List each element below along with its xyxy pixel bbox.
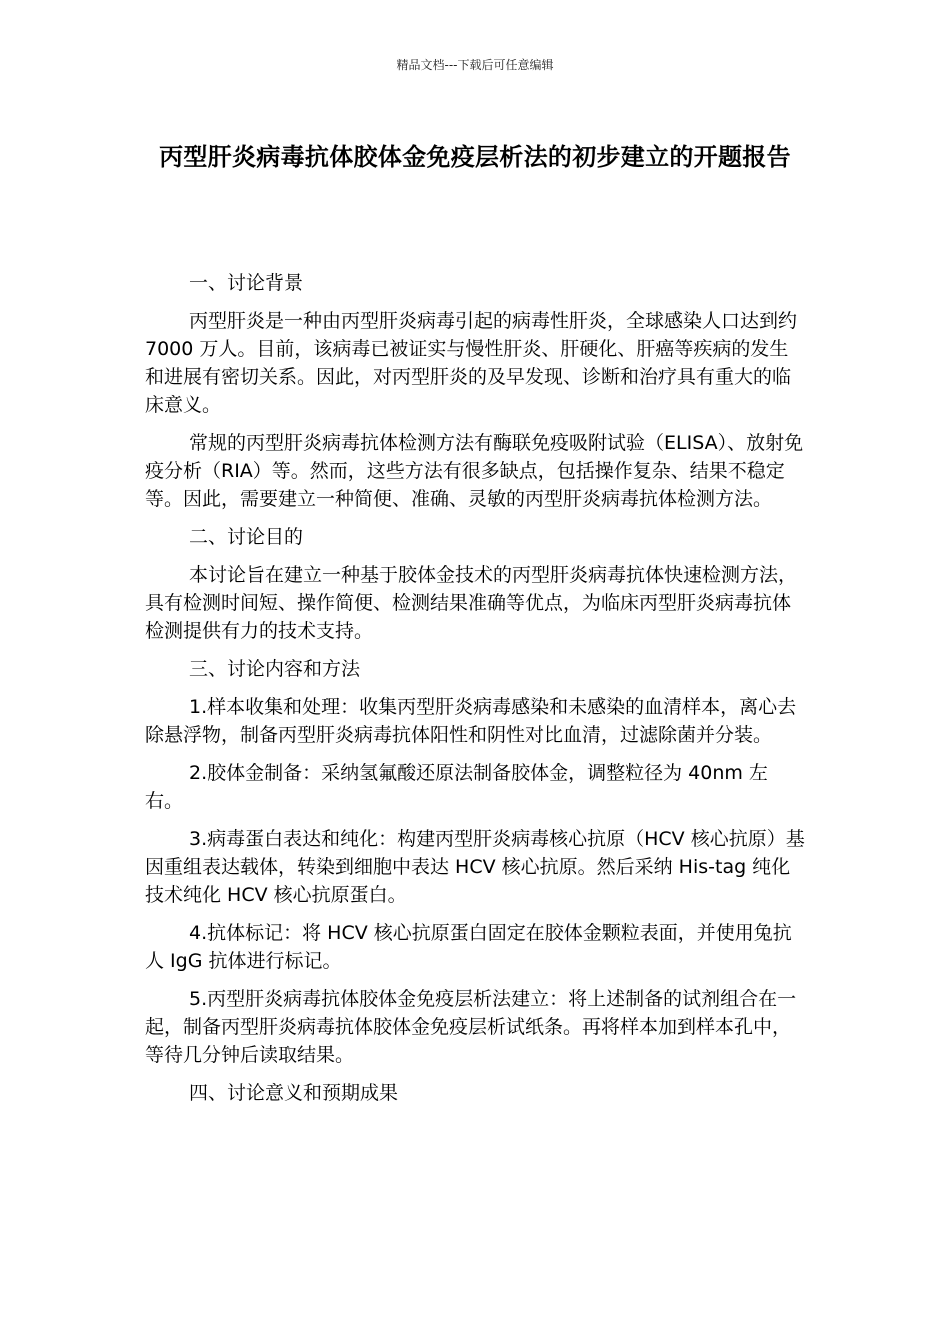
method-item-3: 3.病毒蛋白表达和纯化：构建丙型肝炎病毒核心抗原（HCV 核心抗原）基因重组表达载体，转染到细胞中表达 HCV 核心抗原。然后采纳 His-tag 纯化技术纯化 HCV 核心抗原蛋白。: [145, 828, 805, 906]
section-heading-methods: 三、讨论内容和方法: [189, 658, 361, 680]
document-title: 丙型肝炎病毒抗体胶体金免疫层析法的初步建立的开题报告: [159, 143, 791, 171]
paragraph-purpose: 本讨论旨在建立一种基于胶体金技术的丙型肝炎病毒抗体快速检测方法，具有检测时间短、操作简便、检测结果准确等优点，为临床丙型肝炎病毒抗体检测提供有力的技术支持。: [145, 564, 798, 642]
document-body: [145, 269, 805, 1117]
paragraph-background-2: 常规的丙型肝炎病毒抗体检测方法有酶联免疫吸附试验（ELISA）、放射免疫分析（RIA）等。然而，这些方法有很多缺点，包括操作复杂、结果不稳定等。因此，需要建立一种简便、准确、灵敏的丙型肝炎病毒抗体检测方法。: [145, 432, 804, 510]
method-item-1: 1.样本收集和处理：收集丙型肝炎病毒感染和未感染的血清样本，离心去除悬浮物，制备丙型肝炎病毒抗体阳性和阴性对比血清，过滤除菌并分装。: [145, 696, 797, 746]
method-item-2: 2.胶体金制备：采纳氢氟酸还原法制备胶体金，调整粒径为 40nm 左右。: [145, 762, 768, 812]
paragraph-background-1: 丙型肝炎是一种由丙型肝炎病毒引起的病毒性肝炎，全球感染人口达到约 7000 万人。目前，该病毒已被证实与慢性肝炎、肝硬化、肝癌等疾病的发生和进展有密切关系。因此，对丙型肝炎的及早发现、诊断和治疗具有重大的临床意义。: [145, 310, 798, 416]
page-header: 精品文档---下载后可任意编辑: [396, 58, 554, 72]
method-item-5: 5.丙型肝炎病毒抗体胶体金免疫层析法建立：将上述制备的试剂组合在一起，制备丙型肝炎病毒抗体胶体金免疫层析试纸条。再将样本加到样本孔中，等待几分钟后读取结果。: [145, 988, 797, 1066]
section-heading-purpose: 二、讨论目的: [189, 526, 304, 548]
section-heading-significance: 四、讨论意义和预期成果: [189, 1082, 399, 1104]
method-item-4: 4.抗体标记：将 HCV 核心抗原蛋白固定在胶体金颗粒表面，并使用兔抗人 IgG 抗体进行标记。: [145, 922, 792, 972]
section-heading-background: 一、讨论背景: [189, 272, 304, 294]
